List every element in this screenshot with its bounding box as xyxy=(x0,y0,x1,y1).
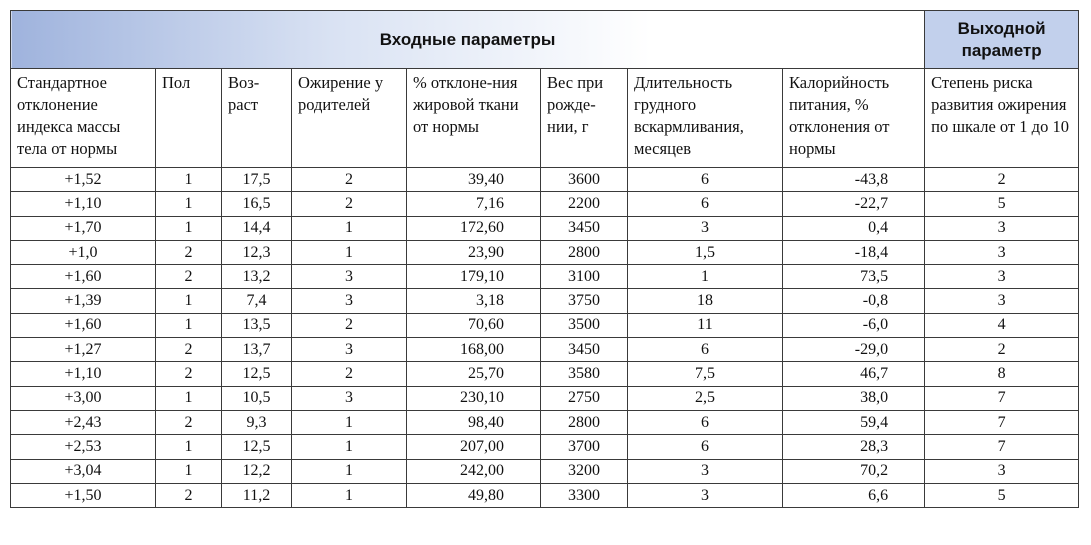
column-header: % отклоне-ния жировой ткани от нормы xyxy=(407,69,541,168)
table-row xyxy=(11,338,1079,362)
table-cell: +3,04 xyxy=(11,459,156,483)
table-cell: 3 xyxy=(628,483,783,507)
table-cell: 172,60 xyxy=(407,216,541,240)
table-cell: +1,60 xyxy=(11,313,156,337)
table-cell: -6,0 xyxy=(783,313,925,337)
table-cell: 3 xyxy=(628,459,783,483)
table-cell: 1 xyxy=(292,240,407,264)
table-cell: 3100 xyxy=(541,265,628,289)
table-cell: 1 xyxy=(156,386,222,410)
table-row xyxy=(11,168,1079,192)
table-cell: 6 xyxy=(628,435,783,459)
table-cell: 7 xyxy=(925,435,1079,459)
table-cell: -43,8 xyxy=(783,168,925,192)
table-cell: 3 xyxy=(925,216,1079,240)
table-cell: +1,50 xyxy=(11,483,156,507)
table-cell: 2,5 xyxy=(628,386,783,410)
table-cell: 7 xyxy=(925,386,1079,410)
table-cell: 5 xyxy=(925,192,1079,216)
table-cell: 3300 xyxy=(541,483,628,507)
table-row xyxy=(11,459,1079,483)
table-cell: 3 xyxy=(292,338,407,362)
table-cell: 1 xyxy=(292,459,407,483)
table-cell: 242,00 xyxy=(407,459,541,483)
table-cell: 2200 xyxy=(541,192,628,216)
table-cell: 1 xyxy=(628,265,783,289)
table-cell: 2800 xyxy=(541,240,628,264)
table-cell: 3750 xyxy=(541,289,628,313)
table-cell: 13,5 xyxy=(222,313,292,337)
column-header: Стандартное отклонение индекса массы тела от нормы xyxy=(11,69,156,168)
table-cell: 1 xyxy=(156,192,222,216)
table-cell: 2 xyxy=(156,338,222,362)
table-cell: +1,10 xyxy=(11,362,156,386)
table-cell: 2750 xyxy=(541,386,628,410)
table-cell: 7,5 xyxy=(628,362,783,386)
table-cell: 2800 xyxy=(541,410,628,434)
table-cell: 98,40 xyxy=(407,410,541,434)
table-cell: 7,4 xyxy=(222,289,292,313)
table-cell: 168,00 xyxy=(407,338,541,362)
inputs-group-header: Входные параметры xyxy=(11,11,925,69)
table-row xyxy=(11,435,1079,459)
table-cell: 3 xyxy=(925,459,1079,483)
table-cell: +2,53 xyxy=(11,435,156,459)
data-table xyxy=(10,10,1079,508)
table-cell: 23,90 xyxy=(407,240,541,264)
table-cell: 2 xyxy=(292,362,407,386)
table-cell: -0,8 xyxy=(783,289,925,313)
table-cell: 1 xyxy=(156,459,222,483)
table-cell: 6 xyxy=(628,168,783,192)
table-cell: -22,7 xyxy=(783,192,925,216)
table-cell: 1 xyxy=(156,435,222,459)
table-cell: 3 xyxy=(925,265,1079,289)
table-cell: 2 xyxy=(925,168,1079,192)
table-cell: 1,5 xyxy=(628,240,783,264)
table-cell: +1,0 xyxy=(11,240,156,264)
table-cell: 3200 xyxy=(541,459,628,483)
table-cell: 18 xyxy=(628,289,783,313)
table-cell: 2 xyxy=(156,265,222,289)
table-row xyxy=(11,362,1079,386)
table-cell: 73,5 xyxy=(783,265,925,289)
table-cell: 1 xyxy=(292,216,407,240)
table-cell: +1,10 xyxy=(11,192,156,216)
table-row xyxy=(11,386,1079,410)
table-cell: 1 xyxy=(292,410,407,434)
table-cell: 2 xyxy=(292,192,407,216)
table-cell: 11,2 xyxy=(222,483,292,507)
table-cell: 12,3 xyxy=(222,240,292,264)
table-cell: 3600 xyxy=(541,168,628,192)
table-cell: +1,60 xyxy=(11,265,156,289)
table-cell: 2 xyxy=(292,313,407,337)
table-cell: 1 xyxy=(156,168,222,192)
table-cell: 3580 xyxy=(541,362,628,386)
table-cell: +1,27 xyxy=(11,338,156,362)
table-cell: 12,5 xyxy=(222,435,292,459)
table-cell: 207,00 xyxy=(407,435,541,459)
table-cell: 3450 xyxy=(541,338,628,362)
table-cell: 2 xyxy=(925,338,1079,362)
table-cell: 230,10 xyxy=(407,386,541,410)
table-cell: 25,70 xyxy=(407,362,541,386)
table-cell: +1,52 xyxy=(11,168,156,192)
table-cell: 6 xyxy=(628,338,783,362)
table-cell: 1 xyxy=(292,483,407,507)
table-cell: 1 xyxy=(156,289,222,313)
table-cell: 1 xyxy=(292,435,407,459)
table-cell: 3 xyxy=(292,386,407,410)
table-cell: 13,2 xyxy=(222,265,292,289)
table-cell: 3 xyxy=(628,216,783,240)
table-cell: 12,2 xyxy=(222,459,292,483)
column-header: Калорийность питания, % отклонения от нормы xyxy=(783,69,925,168)
table-cell: 3450 xyxy=(541,216,628,240)
table-cell: 2 xyxy=(292,168,407,192)
table-cell: 3 xyxy=(292,289,407,313)
table-cell: 9,3 xyxy=(222,410,292,434)
table-cell: 6 xyxy=(628,410,783,434)
table-cell: 5 xyxy=(925,483,1079,507)
table-cell: 7,16 xyxy=(407,192,541,216)
table-cell: 4 xyxy=(925,313,1079,337)
table-row xyxy=(11,313,1079,337)
column-header: Ожирение у родителей xyxy=(292,69,407,168)
table-cell: 1 xyxy=(156,216,222,240)
table-cell: 2 xyxy=(156,240,222,264)
table-cell: +1,39 xyxy=(11,289,156,313)
column-header: Длительность грудного вскармливания, месяцев xyxy=(628,69,783,168)
column-header: Степень риска развития ожирения по шкале от 1 до 10 xyxy=(925,69,1079,168)
table-row xyxy=(11,410,1079,434)
table-cell: 3500 xyxy=(541,313,628,337)
table-cell: 46,7 xyxy=(783,362,925,386)
column-header: Пол xyxy=(156,69,222,168)
table-cell: 28,3 xyxy=(783,435,925,459)
column-header-row xyxy=(11,69,1079,168)
table-cell: 3 xyxy=(925,289,1079,313)
table-cell: 3 xyxy=(292,265,407,289)
table-row xyxy=(11,240,1079,264)
table-cell: 2 xyxy=(156,483,222,507)
table-cell: 70,60 xyxy=(407,313,541,337)
table-cell: 59,4 xyxy=(783,410,925,434)
table-cell: 179,10 xyxy=(407,265,541,289)
table-row xyxy=(11,216,1079,240)
table-cell: 7 xyxy=(925,410,1079,434)
table-cell: +1,70 xyxy=(11,216,156,240)
table-cell: 2 xyxy=(156,362,222,386)
table-cell: 6,6 xyxy=(783,483,925,507)
table-cell: -29,0 xyxy=(783,338,925,362)
table-cell: 13,7 xyxy=(222,338,292,362)
table-cell: 12,5 xyxy=(222,362,292,386)
table-cell: 0,4 xyxy=(783,216,925,240)
table-cell: +2,43 xyxy=(11,410,156,434)
table-cell: 16,5 xyxy=(222,192,292,216)
table-cell: 38,0 xyxy=(783,386,925,410)
table-cell: 3700 xyxy=(541,435,628,459)
table-cell: 70,2 xyxy=(783,459,925,483)
table-cell: 2 xyxy=(156,410,222,434)
table-cell: -18,4 xyxy=(783,240,925,264)
table-cell: 49,80 xyxy=(407,483,541,507)
output-group-header: Выходной параметр xyxy=(925,11,1079,69)
table-row xyxy=(11,265,1079,289)
table-cell: 11 xyxy=(628,313,783,337)
table-row xyxy=(11,192,1079,216)
table-cell: 17,5 xyxy=(222,168,292,192)
table-row xyxy=(11,289,1079,313)
column-header: Вес при рожде-нии, г xyxy=(541,69,628,168)
table-cell: 1 xyxy=(156,313,222,337)
table-cell: 14,4 xyxy=(222,216,292,240)
table-cell: 39,40 xyxy=(407,168,541,192)
table-cell: 3,18 xyxy=(407,289,541,313)
table-cell: +3,00 xyxy=(11,386,156,410)
table-row xyxy=(11,483,1079,507)
table-cell: 8 xyxy=(925,362,1079,386)
table-cell: 6 xyxy=(628,192,783,216)
table-body xyxy=(11,168,1079,508)
table-cell: 10,5 xyxy=(222,386,292,410)
column-header: Воз-раст xyxy=(222,69,292,168)
table-cell: 3 xyxy=(925,240,1079,264)
